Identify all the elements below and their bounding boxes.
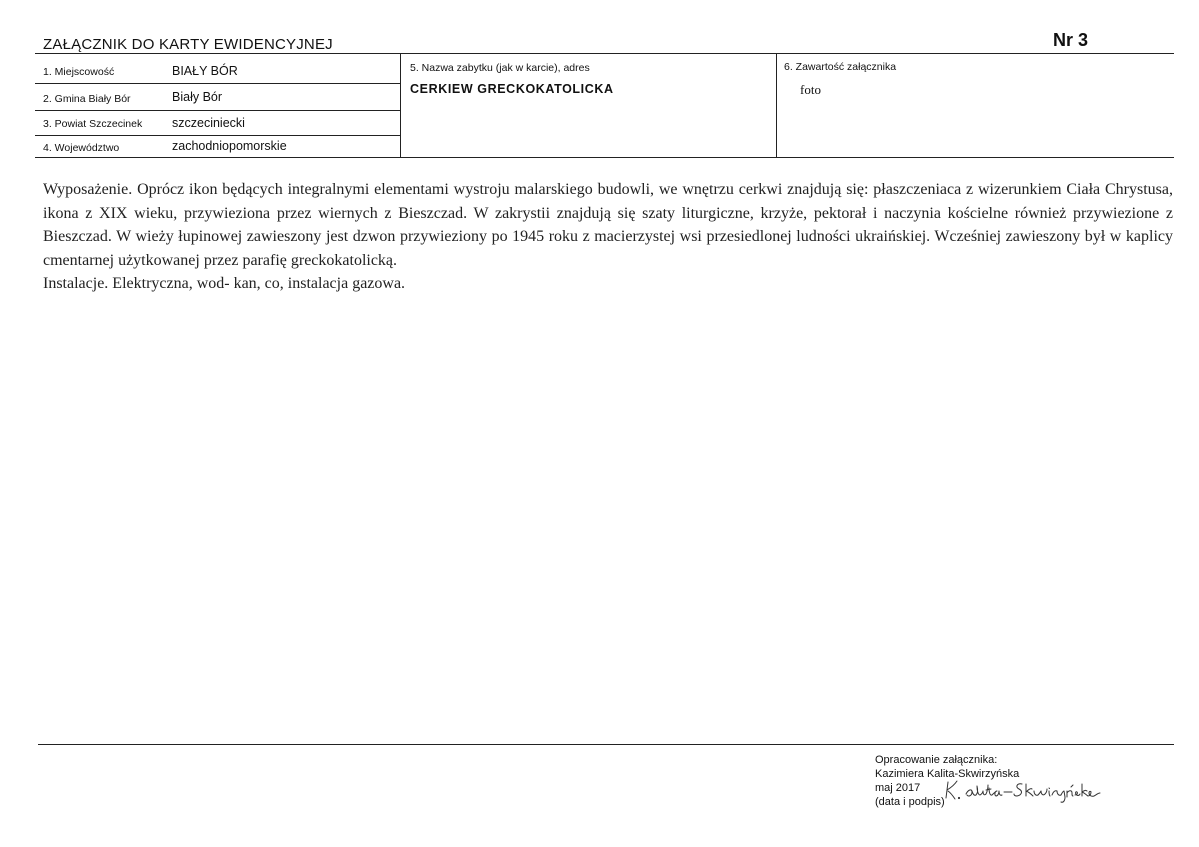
field-nazwa-label: 5. Nazwa zabytku (jak w karcie), adres bbox=[410, 62, 590, 74]
field-zawartosc-value: foto bbox=[800, 82, 821, 97]
grid-row-line-1 bbox=[35, 83, 401, 84]
footer-author: Kazimiera Kalita-Skwirzyńska bbox=[875, 768, 1020, 780]
page-number: Nr 3 bbox=[1053, 30, 1089, 50]
field-miejscowosc-value: BIAŁY BÓR bbox=[172, 64, 238, 78]
field-powiat-label: 3. Powiat Szczecinek bbox=[43, 118, 143, 130]
field-gmina-value: Biały Bór bbox=[172, 90, 223, 104]
body-paragraph-equipment: Wyposażenie. Oprócz ikon będących integralnymi elementami wystroju malarskiego budowli, we wnętrzu cerkwi znajdują się: płaszczeniaca z wizerunkiem Ciała Chrystusa, ikona z XIX wieku, przywieziona przez wiernych z Bieszczad. W zakrystii znajdują się szaty liturgiczne, krzyże, pektorał i naczynia kościelne również przywiezione z Bieszczad. W wieży łupinowej zawieszony jest dzwon przywieziony po 1945 roku z macierzystej wsi przesiedlonej ludności ukraińskiej. Wcześniej zawieszony był w kaplicy cmentarnej użytkowanej przez parafię greckokatolicką. bbox=[43, 181, 1173, 269]
field-zawartosc-label: 6. Zawartość załącznika bbox=[784, 61, 897, 73]
grid-bottom-line bbox=[35, 157, 1174, 158]
footer-divider bbox=[38, 744, 1174, 745]
field-miejscowosc-label: 1. Miejscowość bbox=[43, 66, 115, 78]
field-gmina-label: 2. Gmina Biały Bór bbox=[43, 93, 131, 105]
footer-date: maj 2017 bbox=[875, 782, 921, 794]
footer-date-note: (data i podpis) bbox=[875, 796, 945, 808]
grid-row-line-2 bbox=[35, 110, 401, 111]
body-text bbox=[43, 178, 1173, 296]
grid-column-divider-2 bbox=[776, 53, 777, 157]
field-nazwa-value: CERKIEW GRECKOKATOLICKA bbox=[410, 82, 614, 96]
handwritten-signature bbox=[944, 776, 1104, 806]
field-wojewodztwo-value: zachodniopomorskie bbox=[172, 139, 287, 153]
footer-heading: Opracowanie załącznika: bbox=[875, 754, 998, 766]
grid-row-line-3 bbox=[35, 135, 401, 136]
grid-column-divider-1 bbox=[400, 53, 401, 157]
field-powiat-value: szczeciniecki bbox=[172, 116, 245, 130]
page-title: ZAŁĄCZNIK DO KARTY EWIDENCYJNEJ bbox=[43, 36, 333, 53]
body-paragraph-installations: Instalacje. Elektryczna, wod- kan, co, instalacja gazowa. bbox=[43, 275, 406, 292]
title-underline bbox=[35, 53, 1174, 54]
field-wojewodztwo-label: 4. Województwo bbox=[43, 142, 120, 154]
